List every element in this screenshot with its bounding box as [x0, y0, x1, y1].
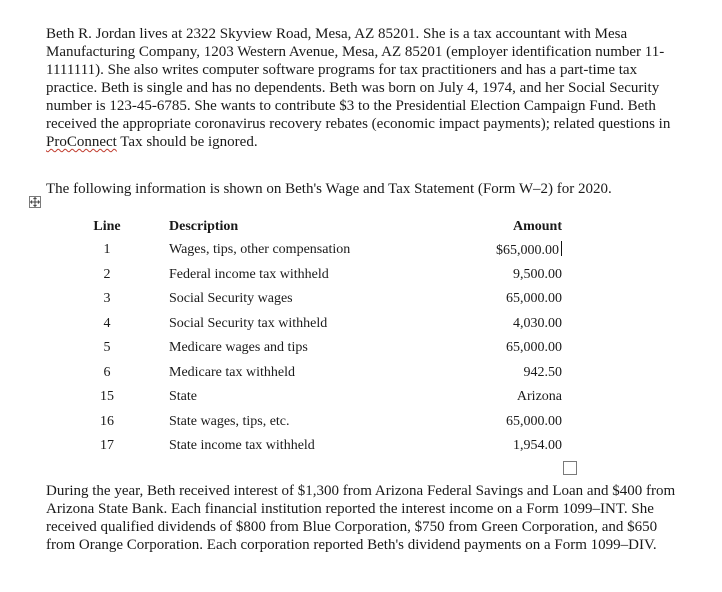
cell-line: 3 [103, 291, 111, 307]
table-move-handle[interactable] [29, 196, 41, 208]
table-row [86, 238, 570, 263]
table-row [86, 361, 570, 386]
cell-description: Social Security tax withheld [169, 315, 328, 331]
intro-text-end: Tax should be ignored. [116, 134, 258, 150]
cell-amount: 4,030.00 [513, 315, 562, 331]
table-row [86, 410, 570, 435]
cell-amount-with-cursor[interactable] [432, 238, 570, 263]
header-amount: Amount [512, 219, 562, 234]
cell-line: 6 [103, 364, 111, 380]
cell-amount: $65,000.00 [496, 243, 559, 259]
table-row [86, 434, 570, 459]
cell-description: State wages, tips, etc. [169, 413, 290, 429]
cell-amount: Arizona [516, 389, 562, 405]
w2-table [86, 216, 570, 459]
cell-line: 17 [100, 438, 114, 454]
resize-handle-icon[interactable] [563, 461, 577, 475]
cell-description: State [169, 389, 197, 405]
cell-description: Wages, tips, other compensation [169, 242, 351, 258]
header-line: Line [93, 219, 121, 234]
cell-description: Federal income tax withheld [169, 266, 329, 282]
w2-lead-paragraph: The following information is shown on Beth's Wage and Tax Statement (Form W–2) for 2020. [46, 181, 612, 197]
cell-line: 16 [100, 413, 114, 429]
cell-amount: 65,000.00 [506, 413, 562, 429]
table-header-row [86, 216, 570, 238]
cell-amount: 65,000.00 [506, 340, 562, 356]
cell-line: 15 [100, 389, 114, 405]
cell-line: 5 [103, 340, 111, 356]
cell-description: State income tax withheld [169, 438, 315, 454]
cell-line: 4 [103, 315, 111, 331]
outro-paragraph: During the year, Beth received interest of $1,300 from Arizona Federal Savings and Loan and $400 from Arizona State Bank. Each financial institution reported the interest income on a Form 1099–INT. She received qualified dividends of $800 from Blue Corporation, $750 from Green Corporation, and $650 from Orange Corporation. Each corporation reported Beth's dividend payments on a Form 1099–DIV. [46, 483, 676, 553]
cell-line: 1 [103, 242, 111, 258]
move-arrows-icon [30, 197, 40, 207]
spellcheck-flagged-word[interactable]: ProConnect [46, 134, 117, 150]
table-row [86, 263, 570, 288]
table-row [86, 385, 570, 410]
text-cursor [561, 241, 562, 256]
cell-description: Medicare wages and tips [169, 340, 308, 356]
intro-paragraph [46, 25, 686, 151]
table-row [86, 336, 570, 361]
table-row [86, 287, 570, 312]
header-description: Description [169, 219, 239, 234]
table-row [86, 312, 570, 337]
cell-amount: 942.50 [523, 364, 562, 380]
cell-description: Social Security wages [169, 291, 293, 307]
cell-line: 2 [103, 266, 111, 282]
cell-amount: 65,000.00 [506, 291, 562, 307]
cell-description: Medicare tax withheld [169, 364, 295, 380]
intro-text: Beth R. Jordan lives at 2322 Skyview Road, Mesa, AZ 85201. She is a tax accountant with Mesa Manufacturing Company, 1203 Western Avenue, Mesa, AZ 85201 (employer identification number 11-1111111). She also writes computer software programs for tax practitioners and has a part-time tax practice. Beth is single and has no dependents. Beth was born on July 4, 1974, and her Social Security number is 123-45-6785. She wants to contribute $3 to the Presidential Election Campaign Fund. Beth received the appropriate coronavirus recovery rebates (economic impact payments); related questions in [46, 26, 671, 132]
cell-amount: 1,954.00 [513, 438, 562, 454]
cell-amount: 9,500.00 [513, 266, 562, 282]
